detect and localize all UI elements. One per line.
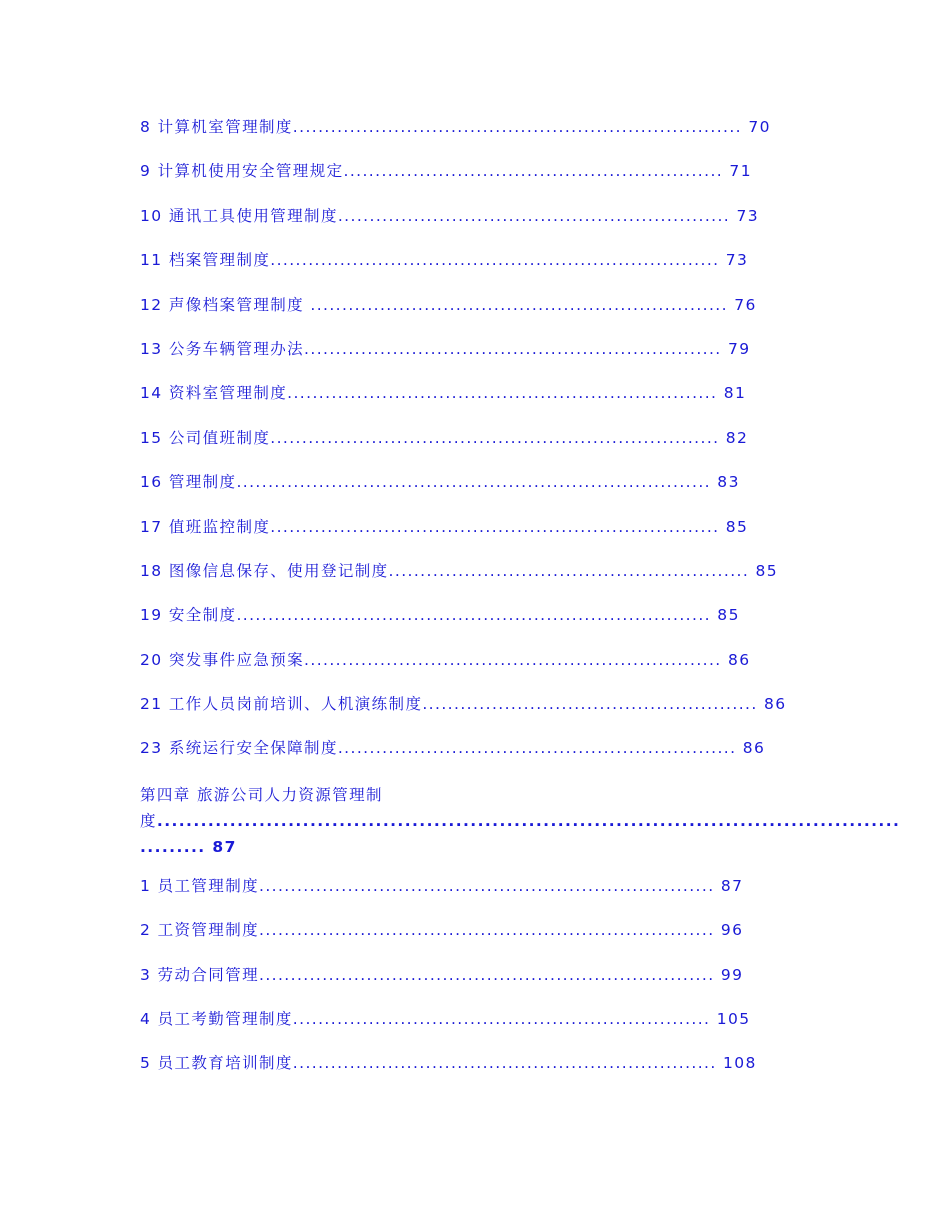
toc-entry[interactable]: 8 计算机室管理制度....................................................................... 70: [140, 118, 771, 136]
chapter-title-line: 第四章 旅游公司人力资源管理制: [140, 785, 383, 804]
toc-entry[interactable]: 17 值班监控制度....................................................................... 85: [140, 517, 749, 536]
toc-entry[interactable]: 4 员工考勤管理制度.................................................................. 105: [140, 1010, 751, 1029]
toc-entry[interactable]: 15 公司值班制度....................................................................... 82: [140, 428, 749, 447]
toc-entry[interactable]: 16 管理制度........................................................................... 83: [140, 473, 740, 492]
toc-entry[interactable]: 12 声像档案管理制度 .................................................................. 76: [140, 295, 757, 314]
toc-entry[interactable]: 1 员工管理制度........................................................................ 87: [140, 876, 744, 895]
toc-entry[interactable]: 9 计算机使用安全管理规定............................................................ 71: [140, 162, 752, 181]
toc-chapter-entry[interactable]: [140, 782, 901, 860]
toc-entry[interactable]: 20 突发事件应急预案.................................................................. 86: [140, 650, 751, 669]
toc-entry[interactable]: 10 通讯工具使用管理制度.............................................................. 73: [140, 206, 759, 225]
chapter-page-number: ......... 87: [140, 837, 237, 856]
toc-entry[interactable]: 23 系统运行安全保障制度............................................................... 86: [140, 739, 766, 758]
toc-entry[interactable]: 18 图像信息保存、使用登记制度......................................................... 85: [140, 561, 779, 580]
toc-entry[interactable]: 3 劳动合同管理........................................................................ 99: [140, 965, 744, 984]
toc-entry[interactable]: 14 资料室管理制度.................................................................... 81: [140, 384, 747, 403]
toc-entry[interactable]: 21 工作人员岗前培训、人机演练制度..................................................... 86: [140, 695, 787, 714]
toc-entry[interactable]: 19 安全制度........................................................................... 85: [140, 606, 740, 625]
toc-entry[interactable]: 11 档案管理制度....................................................................... 73: [140, 251, 749, 270]
chapter-title-line: 度......................................................................................................: [140, 811, 901, 830]
toc-entry[interactable]: 13 公务车辆管理办法.................................................................. 79: [140, 339, 751, 358]
table-of-contents: [140, 116, 901, 1097]
toc-entry[interactable]: 2 工资管理制度........................................................................ 96: [140, 921, 744, 940]
toc-entry[interactable]: 5 员工教育培训制度................................................................... 108: [140, 1054, 757, 1073]
